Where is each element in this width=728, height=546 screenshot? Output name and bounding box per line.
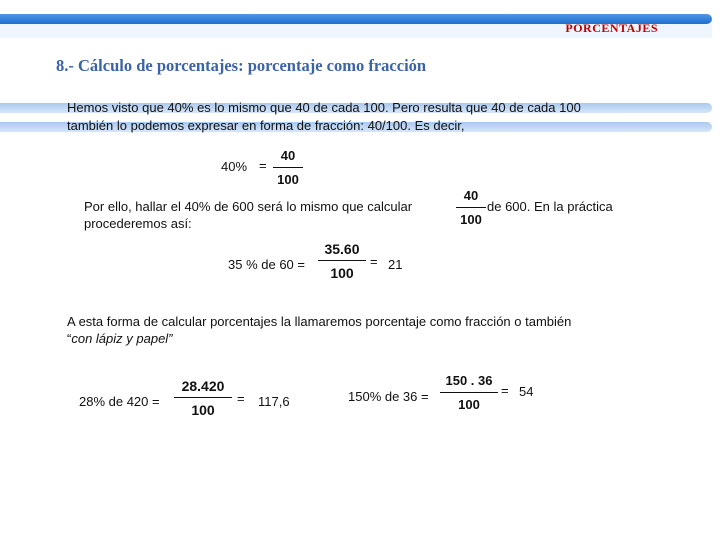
para3-line-2: [67, 330, 173, 347]
para2-fraction: [456, 187, 486, 229]
eq2-result: 21: [388, 257, 403, 272]
intro-line-2: también lo podemos expresar en forma de fracción: 40/100. Es decir,: [67, 118, 465, 133]
eq3-denominator: 100: [191, 402, 215, 418]
eq2-equals: =: [370, 254, 378, 269]
eq2-fraction: [318, 240, 366, 282]
para3-line-1: A esta forma de calcular porcentajes la llamaremos porcentaje como fracción o también: [67, 314, 572, 329]
eq3-result: 117,6: [258, 394, 290, 409]
eq3-lhs: 28% de 420 =: [79, 394, 160, 409]
para2-denominator: 100: [460, 212, 482, 227]
section-title: 8.- Cálculo de porcentajes: porcentaje como fracción: [56, 56, 427, 75]
eq4-fraction: [440, 372, 498, 414]
para3-italic: con lápiz y papel”: [71, 331, 173, 346]
eq1-equals: =: [259, 158, 267, 173]
eq4-lhs: 150% de 36 =: [348, 389, 429, 404]
header-tag: PORCENTAJES: [565, 21, 658, 35]
para2-numerator: 40: [463, 188, 479, 203]
intro-line-1: Hemos visto que 40% es lo mismo que 40 de cada 100. Pero resulta que 40 de cada 100: [67, 100, 581, 115]
eq4-denominator: 100: [458, 397, 480, 412]
eq2-lhs: 35 % de 60 =: [228, 257, 305, 272]
para2-line-1a: Por ello, hallar el 40% de 600 será lo mismo que calcular: [84, 199, 413, 214]
eq4-equals: =: [501, 383, 509, 398]
eq3-numerator: 28.420: [181, 378, 225, 394]
eq3-equals: =: [237, 391, 245, 406]
eq1-lhs: 40%: [221, 159, 248, 174]
eq3-fraction: [174, 377, 232, 419]
eq2-numerator: 35.60: [324, 241, 360, 257]
para2-line-1b: de 600. En la práctica: [487, 199, 613, 214]
eq1-numerator: 40: [280, 148, 296, 163]
eq4-numerator: 150 . 36: [445, 373, 493, 388]
eq4-result: 54: [519, 384, 534, 399]
eq2-denominator: 100: [330, 265, 354, 281]
para3-open-quote: “: [67, 331, 72, 346]
para2-line-2: procederemos así:: [84, 216, 192, 231]
eq1-denominator: 100: [277, 172, 299, 187]
eq1-fraction: [273, 147, 303, 189]
